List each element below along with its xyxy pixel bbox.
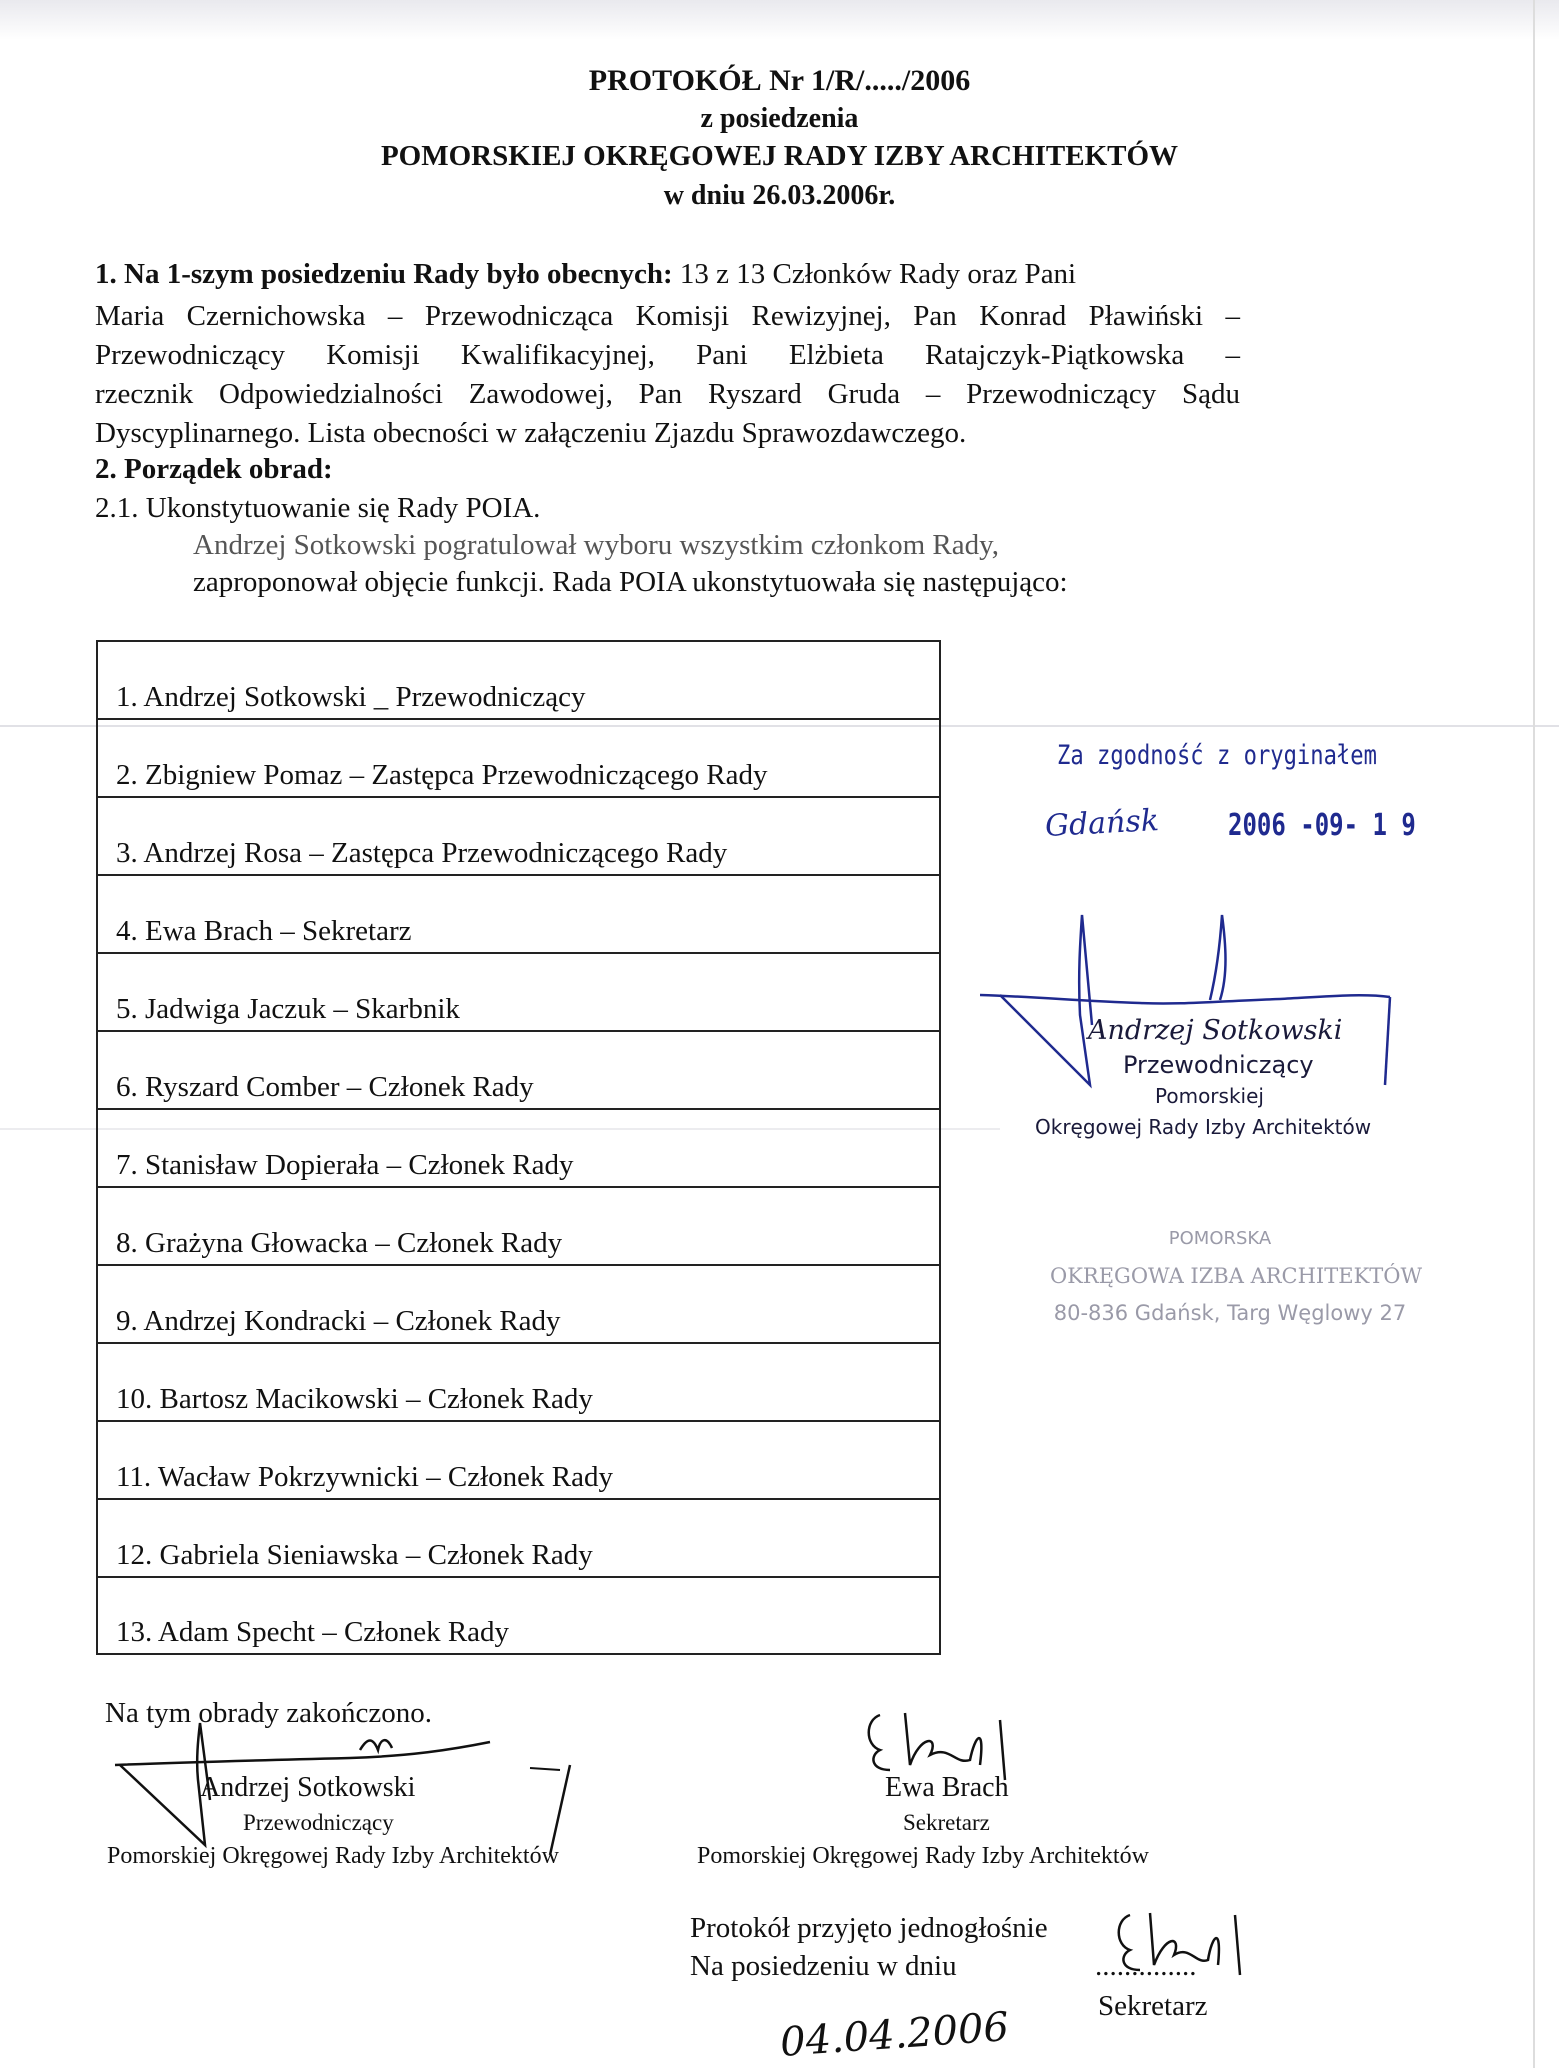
table-row: [98, 642, 939, 720]
office-stamp-line2: OKRĘGOWA IZBA ARCHITEKTÓW: [1050, 1264, 1423, 1288]
member-entry: 7. Stanisław Dopierała – Członek Rady: [116, 1149, 574, 1181]
office-stamp-line1: POMORSKA: [1168, 1228, 1272, 1249]
section-2-desc: zaproponował objęcie funkcji. Rada POIA ukonstytuowała się następująco:: [193, 566, 1068, 598]
section-1-text: 13 z 13 Członków Rady oraz Pani: [672, 258, 1077, 290]
section-1-line: Maria Czernichowska – Przewodnicząca Komisji Rewizyjnej, Pan Konrad Pławiński –: [95, 300, 1240, 332]
section-1-heading: 1. Na 1-szym posiedzeniu Rady było obecnych:: [95, 258, 673, 290]
certification-org1: Pomorskiej: [1155, 1084, 1264, 1108]
signature-left-name: Andrzej Sotkowski: [200, 1772, 416, 1803]
member-entry: 11. Wacław Pokrzywnicki – Członek Rady: [116, 1461, 614, 1493]
section-1: [95, 258, 1240, 291]
acceptance-line2: Na posiedzeniu w dniu: [690, 1950, 957, 1982]
acceptance-role: Sekretarz: [1098, 1990, 1208, 2022]
member-entry: 3. Andrzej Rosa – Zastępca Przewodniczącego Rady: [116, 837, 728, 869]
signature-left-org: Pomorskiej Okręgowej Rady Izby Architektów: [107, 1843, 559, 1869]
section-2-item: 2.1. Ukonstytuowanie się Rady POIA.: [95, 492, 541, 524]
section-1-line: Przewodniczący Komisji Kwalifikacyjnej, Pani Elżbieta Ratajczyk-Piątkowska –: [95, 339, 1240, 371]
table-row: [98, 876, 939, 954]
table-row: [98, 1188, 939, 1266]
section-2-desc: Andrzej Sotkowski pogratulował wyboru wszystkim członkom Rady,: [193, 529, 999, 561]
member-entry: 10. Bartosz Macikowski – Członek Rady: [116, 1383, 593, 1415]
title-meeting: z posiedzenia: [700, 103, 859, 134]
section-1-line: Dyscyplinarnego. Lista obecności w załączeniu Zjazdu Sprawozdawczego.: [95, 417, 967, 449]
certification-role: Przewodniczący: [1123, 1051, 1314, 1079]
members-table: [96, 640, 941, 1655]
section-2-heading: 2. Porządek obrad:: [95, 453, 333, 485]
certification-place-handwritten: Gdańsk: [1044, 803, 1160, 844]
acceptance-dots: ..............: [1095, 1950, 1197, 1982]
table-row: [98, 1110, 939, 1188]
member-entry: 13. Adam Specht – Członek Rady: [116, 1616, 510, 1648]
closing-statement: Na tym obrady zakończono.: [105, 1697, 432, 1729]
member-entry: 12. Gabriela Sieniawska – Członek Rady: [116, 1539, 593, 1571]
member-entry: 8. Grażyna Głowacka – Członek Rady: [116, 1227, 563, 1259]
page-edge: [1533, 0, 1535, 2068]
acceptance-handwritten-date: 04.04.2006: [778, 2004, 1011, 2066]
table-row: [98, 1500, 939, 1578]
office-stamp-line3: 80-836 Gdańsk, Targ Węglowy 27: [1053, 1301, 1407, 1325]
title-date: w dniu 26.03.2006r.: [663, 180, 896, 211]
table-row: [98, 1578, 939, 1653]
member-entry: 2. Zbigniew Pomaz – Zastępca Przewodniczącego Rady: [116, 759, 768, 791]
table-row: [98, 1266, 939, 1344]
certification-org2: Okręgowej Rady Izby Architektów: [1035, 1115, 1372, 1139]
table-row: [98, 1032, 939, 1110]
member-entry: 6. Ryszard Comber – Członek Rady: [116, 1071, 534, 1103]
table-row: [98, 798, 939, 876]
signature-right-name: Ewa Brach: [885, 1772, 1009, 1803]
title-protocol-number: PROTOKÓŁ Nr 1/R/...../2006: [588, 64, 971, 97]
table-row: [98, 954, 939, 1032]
signature-right-org: Pomorskiej Okręgowej Rady Izby Architektów: [697, 1843, 1149, 1869]
table-row: [98, 720, 939, 798]
section-1-line: rzecznik Odpowiedzialności Zawodowej, Pan Ryszard Gruda – Przewodniczący Sądu: [95, 378, 1240, 410]
acceptance-line1: Protokół przyjęto jednogłośnie: [690, 1912, 1048, 1944]
member-entry: 4. Ewa Brach – Sekretarz: [116, 915, 412, 947]
signature-right-role: Sekretarz: [903, 1810, 990, 1835]
signature-left-role: Przewodniczący: [243, 1810, 394, 1835]
title-organization: POMORSKIEJ OKRĘGOWEJ RADY IZBY ARCHITEKTÓW: [380, 140, 1179, 172]
signature-brach-acceptance: [1110, 1905, 1250, 1985]
table-row: [98, 1422, 939, 1500]
table-row: [98, 1344, 939, 1422]
member-entry: 9. Andrzej Kondracki – Członek Rady: [116, 1305, 561, 1337]
scan-noise: [0, 0, 1559, 40]
member-entry: 1. Andrzej Sotkowski _ Przewodniczący: [116, 681, 586, 713]
member-entry: 5. Jadwiga Jaczuk – Skarbnik: [116, 993, 460, 1025]
certification-date: 2006 -09- 1 9: [1228, 808, 1416, 843]
certification-stamp-title: Za zgodność z oryginałem: [1057, 740, 1377, 771]
certification-name: Andrzej Sotkowski: [1088, 1015, 1343, 1046]
